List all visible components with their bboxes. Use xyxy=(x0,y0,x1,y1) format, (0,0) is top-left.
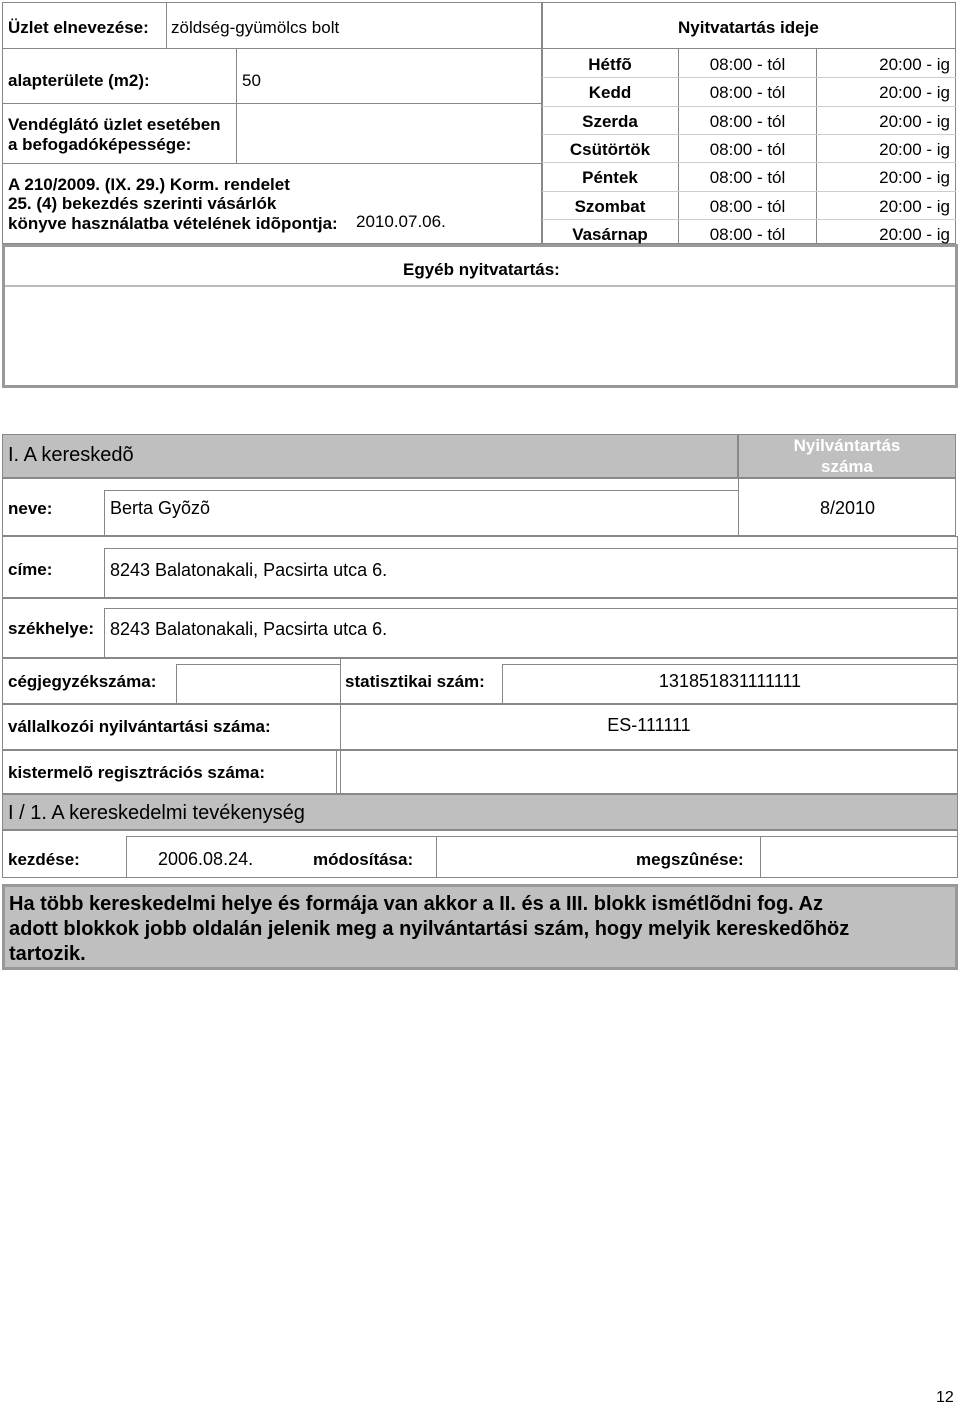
closing-time: 20:00 - ig xyxy=(879,225,950,244)
entrepreneur-registry-label: vállalkozói nyilvántartási száma: xyxy=(8,717,271,736)
divider xyxy=(542,77,956,78)
opening-time: 08:00 - tól xyxy=(709,140,786,159)
divider xyxy=(542,106,956,107)
address-label: címe: xyxy=(8,560,53,579)
day-name: Vasárnap xyxy=(572,225,648,244)
divider xyxy=(2,103,542,104)
divider xyxy=(104,490,738,491)
divider xyxy=(176,664,340,665)
divider xyxy=(104,608,105,658)
closing-time: 20:00 - ig xyxy=(879,197,950,216)
name-value: Berta Gyõzõ xyxy=(110,498,211,518)
divider xyxy=(542,191,956,192)
entrepreneur-registry-value: ES-111111 xyxy=(607,715,691,735)
divider xyxy=(340,658,341,704)
divider xyxy=(166,2,167,48)
opening-hours-title: Nyitvatartás ideje xyxy=(678,18,819,37)
divider xyxy=(104,608,958,609)
divider xyxy=(126,836,127,878)
divider xyxy=(236,48,237,163)
seat-label: székhelye: xyxy=(8,619,94,638)
end-date-label: megszûnése: xyxy=(636,850,744,869)
closing-time: 20:00 - ig xyxy=(879,83,950,102)
divider xyxy=(2,163,542,164)
divider xyxy=(340,704,958,705)
registry-header-label-2: száma xyxy=(821,457,873,476)
start-date-label: kezdése: xyxy=(8,850,80,869)
name-label: neve: xyxy=(8,499,53,518)
note-text: Ha több kereskedelmi helye és formája van akkor a II. és a III. blokk ismétlõdni fog. Az xyxy=(9,893,823,915)
divider xyxy=(542,48,956,49)
divider xyxy=(5,285,955,287)
regulation-text: A 210/2009. (IX. 29.) Korm. rendelet xyxy=(8,175,290,194)
merchant-section-title: I. A kereskedõ xyxy=(8,444,134,466)
closing-time: 20:00 - ig xyxy=(879,168,950,187)
divider xyxy=(176,664,177,704)
opening-time: 08:00 - tól xyxy=(709,168,786,187)
closing-time: 20:00 - ig xyxy=(879,112,950,131)
divider xyxy=(738,478,739,536)
start-date-value: 2006.08.24. xyxy=(158,849,254,869)
regulation-text: 25. (4) bekezdés szerinti vásárlók xyxy=(8,194,277,213)
note-text: tartozik. xyxy=(9,943,86,965)
divider xyxy=(104,490,105,536)
capacity-label-2: a befogadóképessége: xyxy=(8,135,192,154)
divider xyxy=(126,836,958,837)
closing-time: 20:00 - ig xyxy=(879,140,950,159)
area-value: 50 xyxy=(242,71,261,90)
divider xyxy=(104,548,105,598)
divider xyxy=(436,836,437,878)
modified-date-label: módosítása: xyxy=(313,850,414,869)
registry-header-label: Nyilvántartás xyxy=(793,436,901,455)
day-name: Szombat xyxy=(574,197,646,216)
divider xyxy=(542,219,956,220)
statistical-number-value: 131851831111111 xyxy=(658,671,802,691)
note-text: adott blokkok jobb oldalán jelenik meg a nyilvántartási szám, hogy melyik kereskedõhöz xyxy=(9,918,850,940)
regulation-date: 2010.07.06. xyxy=(356,212,446,231)
producer-registry-label: kistermelõ regisztrációs száma: xyxy=(8,763,266,782)
registry-number: 8/2010 xyxy=(820,498,876,518)
divider xyxy=(760,836,761,878)
shop-name-value: zöldség-gyümölcs bolt xyxy=(171,18,340,37)
regulation-text: könyve használatba vételének idõpontja: xyxy=(8,214,338,233)
activity-section-title: I / 1. A kereskedelmi tevékenység xyxy=(8,802,305,824)
day-name: Hétfõ xyxy=(588,55,632,74)
divider xyxy=(336,750,337,794)
company-registry-label: cégjegyzékszáma: xyxy=(8,672,157,691)
opening-time: 08:00 - tól xyxy=(709,112,786,131)
other-hours-label: Egyéb nyitvatartás: xyxy=(403,260,560,279)
opening-time: 08:00 - tól xyxy=(709,55,786,74)
activity-row xyxy=(2,830,958,878)
shop-name-label: Üzlet elnevezése: xyxy=(8,18,149,37)
divider xyxy=(542,162,956,163)
opening-time: 08:00 - tól xyxy=(709,225,786,244)
opening-time: 08:00 - tól xyxy=(709,197,786,216)
divider xyxy=(104,548,958,549)
opening-time: 08:00 - tól xyxy=(709,83,786,102)
day-name: Szerda xyxy=(582,112,638,131)
area-label: alapterülete (m2): xyxy=(8,71,150,90)
page-number: 12 xyxy=(936,1389,954,1406)
divider xyxy=(542,134,956,135)
closing-time: 20:00 - ig xyxy=(879,55,950,74)
day-name: Csütörtök xyxy=(569,140,651,159)
statistical-number-label: statisztikai szám: xyxy=(345,672,485,691)
divider xyxy=(340,750,341,794)
divider xyxy=(2,48,542,49)
address-value: 8243 Balatonakali, Pacsirta utca 6. xyxy=(110,560,388,580)
seat-value: 8243 Balatonakali, Pacsirta utca 6. xyxy=(110,619,388,639)
day-name: Péntek xyxy=(582,168,638,187)
divider xyxy=(502,664,958,665)
capacity-label: Vendéglátó üzlet esetében xyxy=(8,115,221,134)
day-name: Kedd xyxy=(588,83,632,102)
